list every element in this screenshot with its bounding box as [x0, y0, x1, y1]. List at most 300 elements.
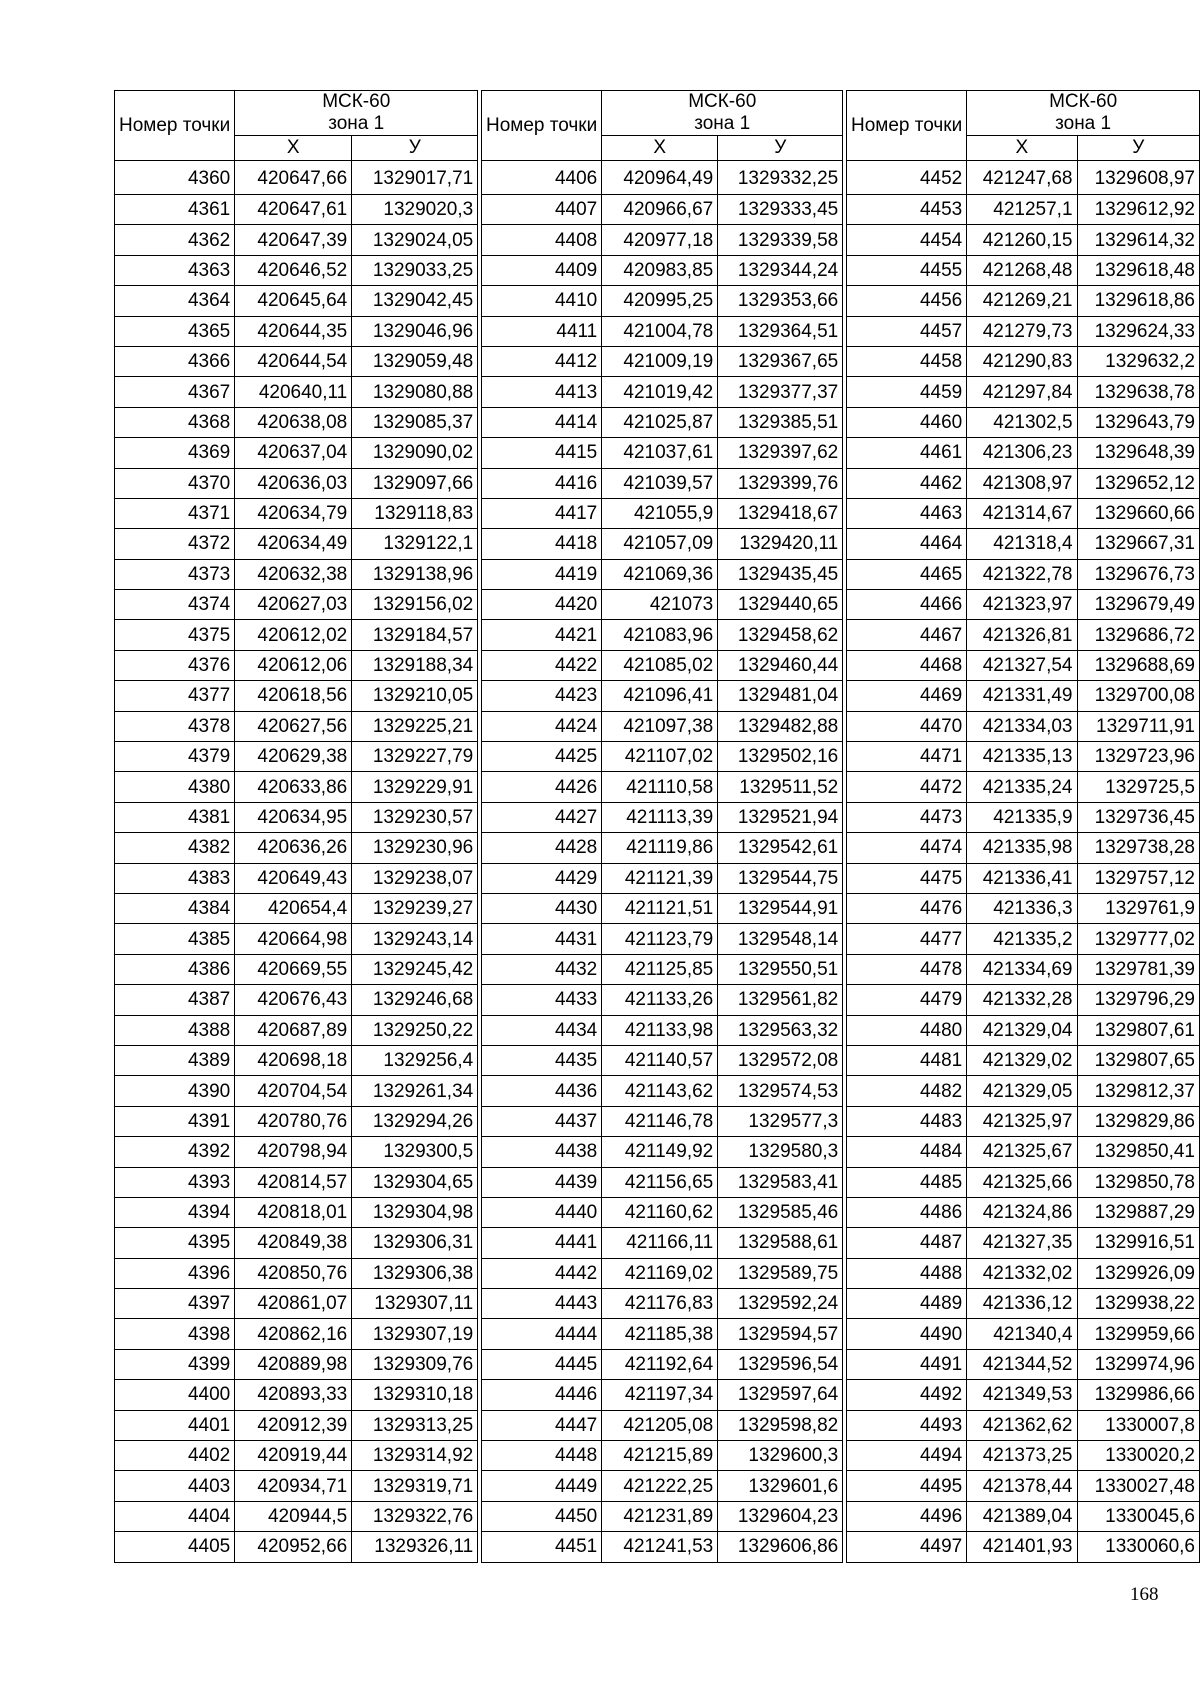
point-number-cell: 4471 — [847, 742, 967, 772]
x-coordinate-cell: 421331,49 — [967, 681, 1077, 711]
x-coordinate-cell: 420687,89 — [235, 1015, 352, 1045]
x-coordinate-cell: 420612,02 — [235, 620, 352, 650]
point-number-cell: 4407 — [482, 195, 602, 225]
y-coordinate-cell: 1329020,3 — [352, 195, 478, 225]
point-number-cell: 4467 — [847, 620, 967, 650]
point-number-cell: 4421 — [482, 620, 602, 650]
y-coordinate-cell: 1329624,33 — [1077, 316, 1199, 346]
table-row — [115, 1289, 478, 1319]
point-number-cell: 4417 — [482, 498, 602, 528]
y-coordinate-cell: 1329294,26 — [352, 1106, 478, 1136]
y-coordinate-cell: 1329563,32 — [718, 1015, 843, 1045]
x-coordinate-cell: 420644,35 — [235, 316, 352, 346]
x-coordinate-cell: 420654,4 — [235, 893, 352, 923]
table-row — [482, 772, 843, 802]
table-row — [115, 1441, 478, 1471]
y-coordinate-cell: 1329245,42 — [352, 954, 478, 984]
y-coordinate-cell: 1329643,79 — [1077, 407, 1199, 437]
point-number-cell: 4380 — [115, 772, 235, 802]
y-coordinate-cell: 1329614,32 — [1077, 225, 1199, 255]
table-row — [847, 1410, 1200, 1440]
point-number-cell: 4416 — [482, 468, 602, 498]
table-row — [482, 225, 843, 255]
x-coordinate-cell: 420862,16 — [235, 1319, 352, 1349]
point-number-cell: 4367 — [115, 377, 235, 407]
point-number-cell: 4385 — [115, 924, 235, 954]
table-row — [847, 438, 1200, 468]
y-coordinate-cell: 1329306,31 — [352, 1228, 478, 1258]
table-row — [847, 255, 1200, 285]
x-coordinate-cell: 421073 — [602, 590, 718, 620]
point-number-cell: 4414 — [482, 407, 602, 437]
x-coordinate-cell: 421401,93 — [967, 1532, 1077, 1562]
x-coordinate-cell: 421329,04 — [967, 1015, 1077, 1045]
table-row — [847, 1471, 1200, 1501]
x-coordinate-cell: 420983,85 — [602, 255, 718, 285]
point-number-cell: 4413 — [482, 377, 602, 407]
table-row — [115, 1197, 478, 1227]
table-row — [847, 1015, 1200, 1045]
y-coordinate-cell: 1329229,91 — [352, 772, 478, 802]
x-coordinate-cell: 421344,52 — [967, 1349, 1077, 1379]
table-row — [847, 590, 1200, 620]
point-number-cell: 4381 — [115, 802, 235, 832]
table-row — [115, 985, 478, 1015]
y-coordinate-cell: 1329618,48 — [1077, 255, 1199, 285]
y-coordinate-cell: 1330027,48 — [1077, 1471, 1199, 1501]
y-coordinate-cell: 1329812,37 — [1077, 1076, 1199, 1106]
table-row — [115, 161, 478, 195]
table-row — [847, 863, 1200, 893]
x-coordinate-cell: 421334,03 — [967, 711, 1077, 741]
zone-label: зона 1 — [694, 113, 751, 134]
point-number-cell: 4382 — [115, 833, 235, 863]
y-coordinate-cell: 1329807,61 — [1077, 1015, 1199, 1045]
table-row — [115, 681, 478, 711]
y-coordinate-cell: 1329309,76 — [352, 1349, 478, 1379]
y-coordinate-cell: 1329377,37 — [718, 377, 843, 407]
y-coordinate-cell: 1329059,48 — [352, 346, 478, 376]
y-coordinate-cell: 1329592,24 — [718, 1289, 843, 1319]
point-number-cell: 4379 — [115, 742, 235, 772]
y-coordinate-cell: 1329239,27 — [352, 893, 478, 923]
y-coordinate-cell: 1329550,51 — [718, 954, 843, 984]
y-coordinate-cell: 1329304,98 — [352, 1197, 478, 1227]
x-coordinate-cell: 420664,98 — [235, 924, 352, 954]
point-number-cell: 4391 — [115, 1106, 235, 1136]
y-coordinate-cell: 1329600,3 — [718, 1441, 843, 1471]
point-number-cell: 4393 — [115, 1167, 235, 1197]
point-number-cell: 4486 — [847, 1197, 967, 1227]
y-coordinate-cell: 1329711,91 — [1077, 711, 1199, 741]
table-row — [115, 195, 478, 225]
point-number-cell: 4427 — [482, 802, 602, 832]
x-coordinate-cell: 421146,78 — [602, 1106, 718, 1136]
crs-label: МСК-60 — [688, 91, 757, 112]
point-number-cell: 4484 — [847, 1137, 967, 1167]
x-header: X — [235, 136, 352, 161]
point-number-cell: 4404 — [115, 1501, 235, 1531]
x-coordinate-cell: 421125,85 — [602, 954, 718, 984]
point-number-cell: 4482 — [847, 1076, 967, 1106]
y-coordinate-cell: 1329548,14 — [718, 924, 843, 954]
y-coordinate-cell: 1329481,04 — [718, 681, 843, 711]
table-row — [847, 377, 1200, 407]
x-coordinate-cell: 421260,15 — [967, 225, 1077, 255]
x-coordinate-cell: 421083,96 — [602, 620, 718, 650]
table-row — [847, 407, 1200, 437]
point-number-cell: 4374 — [115, 590, 235, 620]
point-number-cell: 4373 — [115, 559, 235, 589]
table-row — [482, 1076, 843, 1106]
table-row — [482, 1501, 843, 1531]
point-number-cell: 4463 — [847, 498, 967, 528]
table-row — [482, 559, 843, 589]
x-coordinate-cell: 420612,06 — [235, 650, 352, 680]
y-coordinate-cell: 1329686,72 — [1077, 620, 1199, 650]
y-coordinate-cell: 1329307,11 — [352, 1289, 478, 1319]
point-number-cell: 4472 — [847, 772, 967, 802]
table-row — [847, 893, 1200, 923]
x-coordinate-cell: 421107,02 — [602, 742, 718, 772]
x-coordinate-cell: 421332,28 — [967, 985, 1077, 1015]
y-coordinate-cell: 1329606,86 — [718, 1532, 843, 1562]
y-coordinate-cell: 1329959,66 — [1077, 1319, 1199, 1349]
x-coordinate-cell: 421110,58 — [602, 772, 718, 802]
x-coordinate-cell: 420645,64 — [235, 286, 352, 316]
y-coordinate-cell: 1329676,73 — [1077, 559, 1199, 589]
table-row — [482, 1197, 843, 1227]
point-number-cell: 4361 — [115, 195, 235, 225]
y-coordinate-cell: 1329796,29 — [1077, 985, 1199, 1015]
table-row — [482, 316, 843, 346]
y-coordinate-cell: 1329138,96 — [352, 559, 478, 589]
point-number-cell: 4488 — [847, 1258, 967, 1288]
table-row — [115, 711, 478, 741]
point-number-cell: 4394 — [115, 1197, 235, 1227]
x-coordinate-cell: 421349,53 — [967, 1380, 1077, 1410]
table-row — [482, 1137, 843, 1167]
table-row — [847, 225, 1200, 255]
point-number-cell: 4493 — [847, 1410, 967, 1440]
table-row — [115, 1380, 478, 1410]
coordinates-table-2 — [481, 90, 843, 1563]
y-coordinate-cell: 1329156,02 — [352, 590, 478, 620]
y-coordinate-cell: 1329577,3 — [718, 1106, 843, 1136]
point-number-cell: 4451 — [482, 1532, 602, 1562]
table-row — [115, 833, 478, 863]
point-number-cell: 4489 — [847, 1289, 967, 1319]
point-number-cell: 4408 — [482, 225, 602, 255]
table-row — [482, 711, 843, 741]
point-number-cell: 4443 — [482, 1289, 602, 1319]
point-number-cell: 4360 — [115, 161, 235, 195]
x-coordinate-cell: 421335,98 — [967, 833, 1077, 863]
y-coordinate-cell: 1329326,11 — [352, 1532, 478, 1562]
y-coordinate-cell: 1329306,38 — [352, 1258, 478, 1288]
point-number-cell: 4390 — [115, 1076, 235, 1106]
y-coordinate-cell: 1329080,88 — [352, 377, 478, 407]
point-number-cell: 4447 — [482, 1410, 602, 1440]
y-coordinate-cell: 1329122,1 — [352, 529, 478, 559]
point-number-cell: 4415 — [482, 438, 602, 468]
x-coordinate-cell: 421169,02 — [602, 1258, 718, 1288]
point-number-header: Номер точки — [847, 91, 967, 161]
x-coordinate-cell: 420634,95 — [235, 802, 352, 832]
y-coordinate-cell: 1329738,28 — [1077, 833, 1199, 863]
point-number-cell: 4497 — [847, 1532, 967, 1562]
x-coordinate-cell: 421257,1 — [967, 195, 1077, 225]
y-coordinate-cell: 1329230,96 — [352, 833, 478, 863]
point-number-cell: 4411 — [482, 316, 602, 346]
point-number-cell: 4434 — [482, 1015, 602, 1045]
x-coordinate-cell: 421336,41 — [967, 863, 1077, 893]
point-number-cell: 4485 — [847, 1167, 967, 1197]
table-row — [482, 1410, 843, 1440]
crs-label: МСК-60 — [1049, 91, 1118, 112]
y-coordinate-cell: 1329227,79 — [352, 742, 478, 772]
table-row — [847, 498, 1200, 528]
x-coordinate-cell: 421205,08 — [602, 1410, 718, 1440]
table-row — [847, 833, 1200, 863]
x-coordinate-cell: 421121,39 — [602, 863, 718, 893]
x-coordinate-cell: 420893,33 — [235, 1380, 352, 1410]
x-coordinate-cell: 420814,57 — [235, 1167, 352, 1197]
table-row — [482, 1289, 843, 1319]
y-coordinate-cell: 1329256,4 — [352, 1045, 478, 1075]
point-number-cell: 4431 — [482, 924, 602, 954]
table-row — [482, 1532, 843, 1562]
table-row — [115, 1015, 478, 1045]
point-number-cell: 4419 — [482, 559, 602, 589]
x-coordinate-cell: 421133,26 — [602, 985, 718, 1015]
y-coordinate-cell: 1329598,82 — [718, 1410, 843, 1440]
y-coordinate-cell: 1329638,78 — [1077, 377, 1199, 407]
y-coordinate-cell: 1329458,62 — [718, 620, 843, 650]
y-coordinate-cell: 1329435,45 — [718, 559, 843, 589]
x-coordinate-cell: 421297,84 — [967, 377, 1077, 407]
table-row — [482, 1349, 843, 1379]
x-coordinate-cell: 421055,9 — [602, 498, 718, 528]
table-row — [115, 1167, 478, 1197]
y-coordinate-cell: 1329700,08 — [1077, 681, 1199, 711]
point-number-cell: 4377 — [115, 681, 235, 711]
x-coordinate-cell: 421222,25 — [602, 1471, 718, 1501]
point-number-cell: 4436 — [482, 1076, 602, 1106]
y-coordinate-cell: 1329042,45 — [352, 286, 478, 316]
point-number-cell: 4370 — [115, 468, 235, 498]
table-row — [847, 681, 1200, 711]
table-row — [482, 161, 843, 195]
table-row — [115, 438, 478, 468]
x-coordinate-cell: 421332,02 — [967, 1258, 1077, 1288]
x-coordinate-cell: 421143,62 — [602, 1076, 718, 1106]
y-coordinate-cell: 1329033,25 — [352, 255, 478, 285]
y-coordinate-cell: 1329916,51 — [1077, 1228, 1199, 1258]
x-coordinate-cell: 421318,4 — [967, 529, 1077, 559]
point-number-cell: 4375 — [115, 620, 235, 650]
table-row — [482, 498, 843, 528]
point-number-cell: 4402 — [115, 1441, 235, 1471]
table-row — [115, 802, 478, 832]
y-coordinate-cell: 1329887,29 — [1077, 1197, 1199, 1227]
table-row — [115, 255, 478, 285]
y-coordinate-cell: 1329618,86 — [1077, 286, 1199, 316]
point-number-cell: 4464 — [847, 529, 967, 559]
table-row — [482, 468, 843, 498]
x-coordinate-cell: 420861,07 — [235, 1289, 352, 1319]
point-number-cell: 4455 — [847, 255, 967, 285]
x-coordinate-cell: 421306,23 — [967, 438, 1077, 468]
y-coordinate-cell: 1329926,09 — [1077, 1258, 1199, 1288]
table-row — [482, 985, 843, 1015]
x-coordinate-cell: 420676,43 — [235, 985, 352, 1015]
table-row — [115, 893, 478, 923]
table-row — [482, 1471, 843, 1501]
y-coordinate-cell: 1329184,57 — [352, 620, 478, 650]
table-row — [847, 286, 1200, 316]
x-coordinate-cell: 421324,86 — [967, 1197, 1077, 1227]
x-coordinate-cell: 420637,04 — [235, 438, 352, 468]
point-number-cell: 4473 — [847, 802, 967, 832]
table-row — [482, 438, 843, 468]
point-number-cell: 4453 — [847, 195, 967, 225]
table-row — [115, 559, 478, 589]
table-row — [115, 1045, 478, 1075]
x-coordinate-cell: 421290,83 — [967, 346, 1077, 376]
y-coordinate-cell: 1329757,12 — [1077, 863, 1199, 893]
y-coordinate-cell: 1329085,37 — [352, 407, 478, 437]
x-coordinate-cell: 420638,08 — [235, 407, 352, 437]
y-coordinate-cell: 1329736,45 — [1077, 802, 1199, 832]
point-number-cell: 4362 — [115, 225, 235, 255]
x-coordinate-cell: 421192,64 — [602, 1349, 718, 1379]
y-coordinate-cell: 1329544,91 — [718, 893, 843, 923]
y-coordinate-cell: 1329667,31 — [1077, 529, 1199, 559]
y-coordinate-cell: 1329604,23 — [718, 1501, 843, 1531]
x-coordinate-cell: 420632,38 — [235, 559, 352, 589]
x-coordinate-cell: 420636,03 — [235, 468, 352, 498]
y-coordinate-cell: 1329850,78 — [1077, 1167, 1199, 1197]
x-coordinate-cell: 420669,55 — [235, 954, 352, 984]
table-row — [115, 1137, 478, 1167]
crs-label: МСК-60 — [322, 91, 391, 112]
y-coordinate-cell: 1330007,8 — [1077, 1410, 1199, 1440]
y-coordinate-cell: 1329090,02 — [352, 438, 478, 468]
point-number-cell: 4460 — [847, 407, 967, 437]
y-coordinate-cell: 1329307,19 — [352, 1319, 478, 1349]
y-coordinate-cell: 1329974,96 — [1077, 1349, 1199, 1379]
x-coordinate-cell: 420647,66 — [235, 161, 352, 195]
point-number-cell: 4437 — [482, 1106, 602, 1136]
table-row — [482, 893, 843, 923]
crs-header — [967, 91, 1200, 136]
y-coordinate-cell: 1329322,76 — [352, 1501, 478, 1531]
y-coordinate-cell: 1329397,62 — [718, 438, 843, 468]
x-coordinate-cell: 421037,61 — [602, 438, 718, 468]
x-coordinate-cell: 421335,9 — [967, 802, 1077, 832]
y-coordinate-cell: 1329986,66 — [1077, 1380, 1199, 1410]
y-coordinate-cell: 1329250,22 — [352, 1015, 478, 1045]
x-coordinate-cell: 420627,03 — [235, 590, 352, 620]
x-coordinate-cell: 421176,83 — [602, 1289, 718, 1319]
x-coordinate-cell: 420633,86 — [235, 772, 352, 802]
table-row — [847, 772, 1200, 802]
y-coordinate-cell: 1329612,92 — [1077, 195, 1199, 225]
y-coordinate-cell: 1329542,61 — [718, 833, 843, 863]
x-coordinate-cell: 421009,19 — [602, 346, 718, 376]
y-coordinate-cell: 1329632,2 — [1077, 346, 1199, 376]
y-coordinate-cell: 1329597,64 — [718, 1380, 843, 1410]
crs-header — [235, 91, 478, 136]
point-number-cell: 4477 — [847, 924, 967, 954]
point-number-cell: 4364 — [115, 286, 235, 316]
table-row — [847, 1319, 1200, 1349]
y-coordinate-cell: 1329261,34 — [352, 1076, 478, 1106]
x-coordinate-cell: 420618,56 — [235, 681, 352, 711]
x-coordinate-cell: 420952,66 — [235, 1532, 352, 1562]
y-coordinate-cell: 1329017,71 — [352, 161, 478, 195]
x-coordinate-cell: 421336,3 — [967, 893, 1077, 923]
x-coordinate-cell: 421113,39 — [602, 802, 718, 832]
point-number-cell: 4432 — [482, 954, 602, 984]
x-coordinate-cell: 421322,78 — [967, 559, 1077, 589]
y-coordinate-cell: 1329333,45 — [718, 195, 843, 225]
x-coordinate-cell: 421133,98 — [602, 1015, 718, 1045]
point-number-cell: 4412 — [482, 346, 602, 376]
y-coordinate-cell: 1329544,75 — [718, 863, 843, 893]
y-coordinate-cell: 1329385,51 — [718, 407, 843, 437]
table-row — [847, 316, 1200, 346]
table-row — [847, 1289, 1200, 1319]
x-coordinate-cell: 421325,97 — [967, 1106, 1077, 1136]
y-coordinate-cell: 1329574,53 — [718, 1076, 843, 1106]
x-coordinate-cell: 421389,04 — [967, 1501, 1077, 1531]
y-coordinate-cell: 1329460,44 — [718, 650, 843, 680]
point-number-cell: 4474 — [847, 833, 967, 863]
y-coordinate-cell: 1329304,65 — [352, 1167, 478, 1197]
table-row — [482, 1319, 843, 1349]
point-number-cell: 4469 — [847, 681, 967, 711]
point-number-cell: 4478 — [847, 954, 967, 984]
crs-header — [602, 91, 843, 136]
table-row — [482, 802, 843, 832]
table-row — [115, 407, 478, 437]
x-coordinate-cell: 421149,92 — [602, 1137, 718, 1167]
y-coordinate-cell: 1329511,52 — [718, 772, 843, 802]
y-coordinate-cell: 1329761,9 — [1077, 893, 1199, 923]
y-coordinate-cell: 1329652,12 — [1077, 468, 1199, 498]
zone-label: зона 1 — [328, 113, 385, 134]
y-coordinate-cell: 1329418,67 — [718, 498, 843, 528]
x-coordinate-cell: 421231,89 — [602, 1501, 718, 1531]
point-number-cell: 4449 — [482, 1471, 602, 1501]
table-row — [847, 1197, 1200, 1227]
x-coordinate-cell: 420798,94 — [235, 1137, 352, 1167]
point-number-cell: 4444 — [482, 1319, 602, 1349]
table-row — [847, 1501, 1200, 1531]
point-number-cell: 4454 — [847, 225, 967, 255]
table-row — [115, 1319, 478, 1349]
x-coordinate-cell: 420698,18 — [235, 1045, 352, 1075]
table-row — [847, 161, 1200, 195]
x-coordinate-cell: 421335,13 — [967, 742, 1077, 772]
table-row — [847, 559, 1200, 589]
y-header: У — [352, 136, 478, 161]
x-coordinate-cell: 421156,65 — [602, 1167, 718, 1197]
point-number-cell: 4495 — [847, 1471, 967, 1501]
x-coordinate-cell: 420889,98 — [235, 1349, 352, 1379]
